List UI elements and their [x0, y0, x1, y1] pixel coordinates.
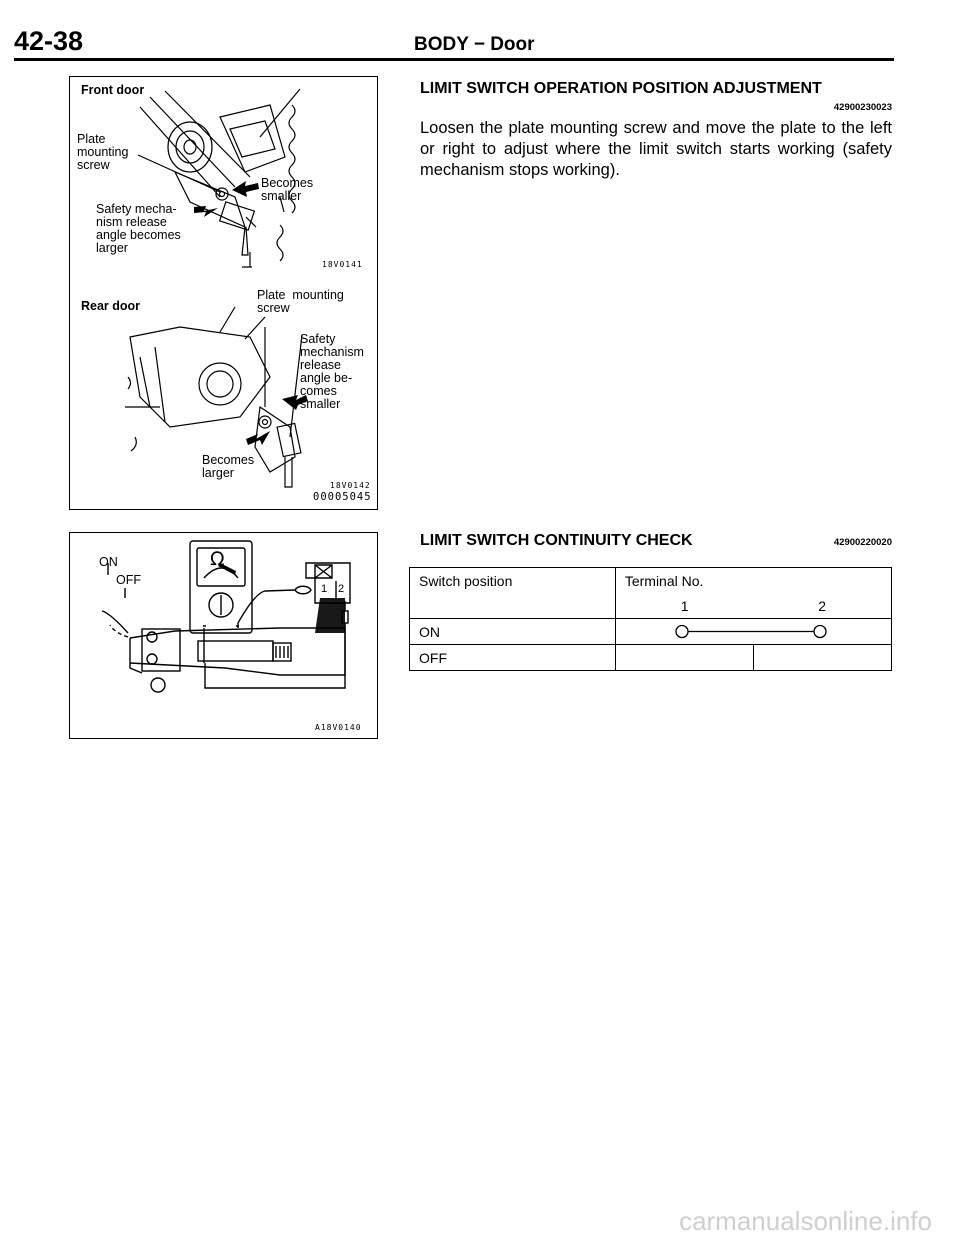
check-section-code: 42900220020: [833, 537, 892, 548]
table-row: [410, 645, 892, 671]
connector-terminal-1: 1: [321, 583, 328, 595]
switch-on-label: ON: [99, 555, 118, 569]
footer-watermark: carmanualsonline.info: [679, 1206, 932, 1236]
switch-off-label: OFF: [116, 573, 141, 587]
door-figure: [69, 76, 378, 510]
front-plate-screw-label: Plate mounting screw: [77, 132, 129, 172]
rear-release-angle-label: Safety mechanism release angle be- comes smaller: [300, 332, 364, 411]
page-heading: BODY − Door: [414, 34, 535, 55]
table-position-on: ON: [410, 619, 616, 645]
front-door-label: Front door: [81, 83, 145, 97]
switch-figure-code: A18V0140: [315, 723, 362, 732]
table-header-position: Switch position: [410, 568, 616, 619]
rear-figure-code: 18V0142: [330, 481, 371, 490]
adjust-instructions: Loosen the plate mounting screw and move the plate to the left or right to adjust where the limit switch starts working (safety mechanism stops working).: [420, 119, 892, 179]
connector-terminal-2: 2: [338, 583, 345, 595]
continuity-line-icon: [616, 619, 886, 644]
table-terminal-1: 1: [615, 593, 753, 619]
adjust-section-code: 42900230023: [833, 102, 892, 113]
table-row: [410, 619, 892, 645]
table-header-terminal: Terminal No.: [615, 568, 891, 594]
rear-door-label: Rear door: [81, 299, 141, 313]
table-terminal-2: 2: [753, 593, 891, 619]
adjust-section-title: LIMIT SWITCH OPERATION POSITION ADJUSTMENT: [420, 80, 822, 97]
front-figure-code: 18V0141: [322, 260, 363, 269]
check-section-title: LIMIT SWITCH CONTINUITY CHECK: [420, 532, 693, 549]
table-off-terminal-2: [753, 645, 891, 671]
rear-becomes-larger-label: Becomes larger: [202, 453, 255, 480]
rear-plate-screw-label: Plate mounting screw: [257, 288, 344, 315]
continuity-indicator-cell: [615, 619, 891, 645]
table-off-terminal-1: [615, 645, 753, 671]
door-figure-code: 00005045: [313, 491, 372, 503]
switch-figure: [69, 532, 378, 739]
page-number: 42-38: [14, 26, 84, 56]
front-becomes-smaller-label: Becomes smaller: [261, 176, 314, 203]
table-header-row: [410, 568, 892, 594]
continuity-table: [409, 567, 892, 671]
table-position-off: OFF: [410, 645, 616, 671]
ohm-symbol: Ω: [210, 548, 225, 570]
header-rule: [14, 58, 894, 61]
front-release-angle-label: Safety mecha- nism release angle becomes larger: [96, 202, 181, 255]
